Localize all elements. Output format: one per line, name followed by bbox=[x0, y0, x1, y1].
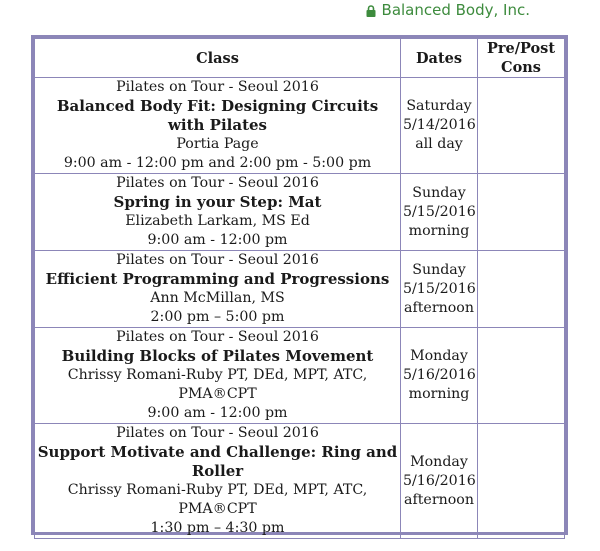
dates-cell bbox=[401, 424, 478, 539]
schedule-table bbox=[34, 38, 565, 539]
table-row bbox=[35, 328, 565, 424]
date-day: Saturday bbox=[406, 98, 472, 114]
date-day: Monday bbox=[410, 348, 468, 364]
dates-cell bbox=[401, 251, 478, 328]
instructor: Elizabeth Larkam, MS Ed bbox=[125, 213, 310, 229]
date-value: 5/16/2016 bbox=[403, 367, 476, 383]
event-name: Pilates on Tour - Seoul 2016 bbox=[116, 252, 319, 268]
class-title: Efficient Programming and Progressions bbox=[45, 270, 390, 288]
header-prepost-line1: Pre/Post bbox=[486, 40, 556, 57]
table-row bbox=[35, 251, 565, 328]
date-part: afternoon bbox=[404, 299, 474, 316]
date-part: morning bbox=[408, 386, 470, 402]
event-name: Pilates on Tour - Seoul 2016 bbox=[116, 329, 319, 345]
date-day: Monday bbox=[410, 453, 468, 470]
dates-cell bbox=[401, 78, 478, 174]
class-cell bbox=[35, 251, 401, 328]
dates-cell bbox=[401, 328, 478, 424]
date-part: morning bbox=[408, 222, 470, 239]
header-class: Class bbox=[35, 39, 401, 78]
class-title: Building Blocks of Pilates Movement bbox=[61, 347, 374, 365]
class-title: Balanced Body Fit: Designing Circuits with Pilates bbox=[56, 97, 379, 134]
dates-cell bbox=[401, 174, 478, 251]
instructor: Portia Page bbox=[176, 136, 259, 152]
instructor: Chrissy Romani-Ruby PT, DEd, MPT, ATC, PMA®CPT bbox=[67, 482, 368, 517]
class-cell bbox=[35, 424, 401, 539]
date-value: 5/15/2016 bbox=[403, 280, 476, 297]
class-title: Spring in your Step: Mat bbox=[113, 193, 322, 211]
prepost-cell bbox=[478, 174, 565, 251]
date-part: all day bbox=[415, 136, 463, 152]
class-cell bbox=[35, 174, 401, 251]
class-cell bbox=[35, 328, 401, 424]
prepost-cell bbox=[478, 328, 565, 424]
table-row bbox=[35, 424, 565, 539]
class-cell bbox=[35, 78, 401, 174]
lock-icon bbox=[366, 5, 376, 17]
event-name: Pilates on Tour - Seoul 2016 bbox=[116, 175, 319, 191]
class-time: 9:00 am - 12:00 pm bbox=[147, 405, 288, 421]
header-row bbox=[35, 39, 565, 78]
header-prepost bbox=[478, 39, 565, 78]
class-title: Support Motivate and Challenge: Ring and Roller bbox=[37, 443, 398, 480]
site-identity[interactable] bbox=[366, 0, 530, 20]
class-time: 1:30 pm – 4:30 pm bbox=[150, 520, 285, 536]
class-time: 2:00 pm – 5:00 pm bbox=[150, 309, 285, 325]
date-day: Sunday bbox=[412, 261, 466, 278]
event-name: Pilates on Tour - Seoul 2016 bbox=[116, 79, 319, 95]
table-row bbox=[35, 78, 565, 174]
event-name: Pilates on Tour - Seoul 2016 bbox=[116, 425, 319, 441]
table-row bbox=[35, 174, 565, 251]
date-value: 5/14/2016 bbox=[403, 117, 476, 133]
header-prepost-line2: Cons bbox=[501, 59, 541, 76]
date-day: Sunday bbox=[412, 184, 466, 201]
prepost-cell bbox=[478, 78, 565, 174]
instructor: Ann McMillan, MS bbox=[150, 290, 285, 306]
prepost-cell bbox=[478, 424, 565, 539]
date-value: 5/16/2016 bbox=[403, 472, 476, 489]
class-time: 9:00 am - 12:00 pm and 2:00 pm - 5:00 pm bbox=[63, 155, 372, 171]
date-part: afternoon bbox=[404, 491, 474, 508]
site-label: Balanced Body, Inc. bbox=[381, 1, 530, 19]
class-time: 9:00 am - 12:00 pm bbox=[147, 232, 288, 248]
prepost-cell bbox=[478, 251, 565, 328]
date-value: 5/15/2016 bbox=[403, 203, 476, 220]
instructor: Chrissy Romani-Ruby PT, DEd, MPT, ATC, PMA®CPT bbox=[67, 367, 368, 402]
schedule-table-frame bbox=[31, 35, 568, 535]
header-dates: Dates bbox=[401, 39, 478, 78]
